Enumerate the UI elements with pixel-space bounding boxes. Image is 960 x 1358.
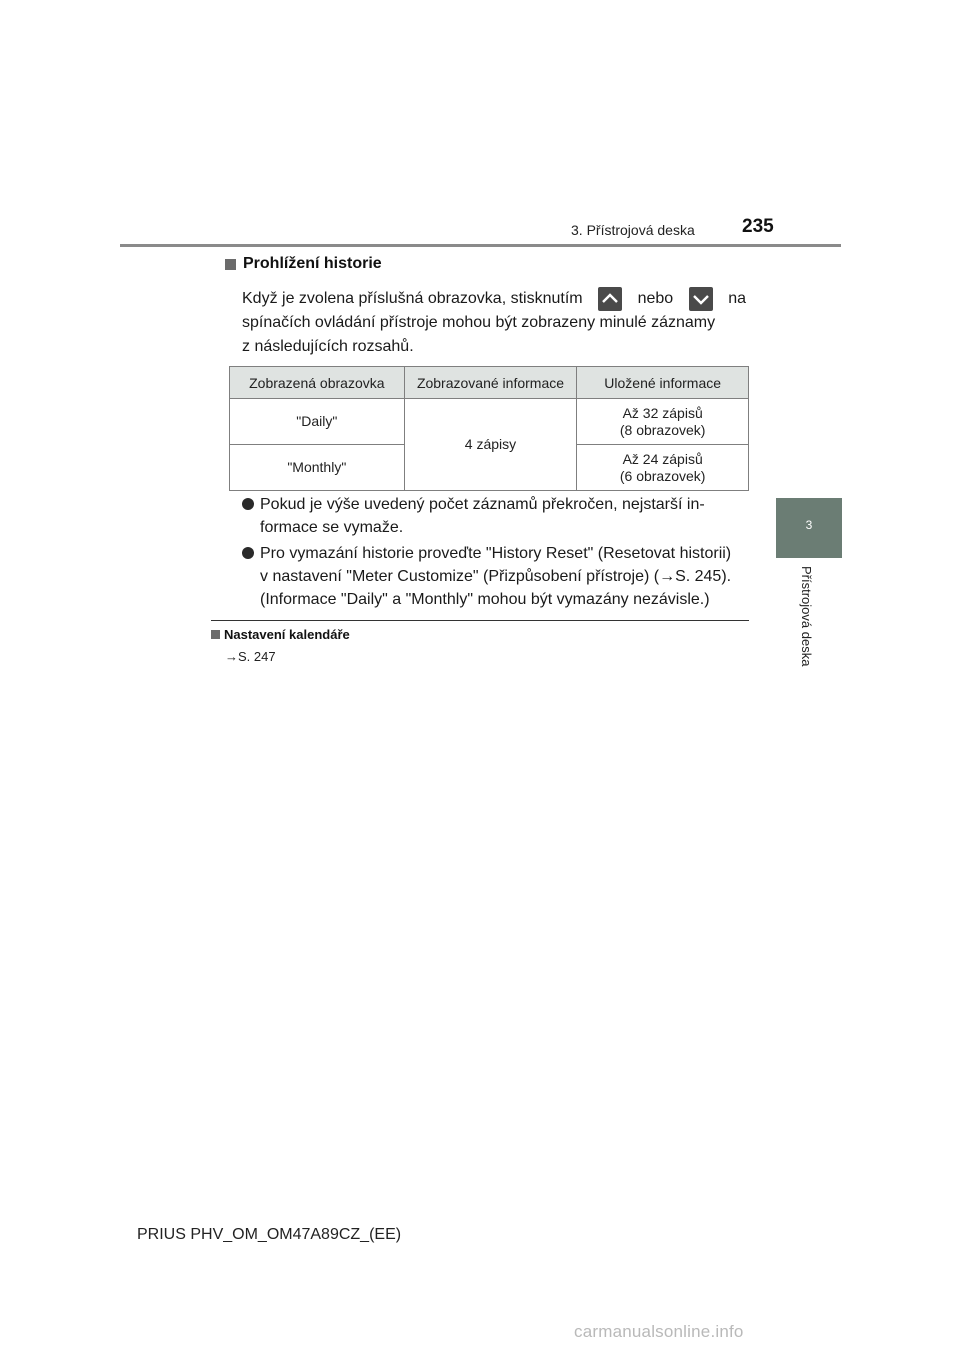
intro-paragraph	[242, 287, 746, 359]
column-header: Zobrazované informace	[404, 367, 577, 399]
history-table	[229, 366, 749, 491]
section-divider	[211, 620, 749, 621]
bullet-line: Pro vymazání historie proveďte "History Reset" (Resetovat historii)	[260, 545, 732, 562]
heading-square-icon	[211, 630, 220, 639]
heading-square-icon	[225, 259, 236, 270]
column-header: Zobrazená obrazovka	[230, 367, 405, 399]
calendar-heading	[211, 627, 350, 642]
bullet-line: Pokud je výše uvedený počet záznamů překročen, nejstarší in-	[260, 496, 705, 513]
calendar-heading-text: Nastavení kalendáře	[224, 627, 350, 642]
paragraph-line	[242, 311, 746, 335]
page-reference: →S. 247	[225, 649, 276, 664]
table-cell	[577, 399, 749, 445]
paragraph-text: spínačích ovládání přístroje mohou být zobrazeny minulé záznamy	[242, 314, 716, 331]
section-heading-text: Prohlížení historie	[243, 255, 382, 272]
table-row	[230, 399, 749, 445]
bullet-icon	[242, 547, 254, 559]
table-cell: "Daily"	[230, 399, 405, 445]
paragraph-text: nebo	[637, 290, 674, 307]
section-heading	[225, 255, 382, 273]
paragraph-text: z následujících rozsahů.	[242, 338, 414, 355]
paragraph-line	[242, 287, 746, 311]
table-cell	[577, 445, 749, 491]
paragraph-text: na	[728, 290, 746, 307]
watermark: carmanualsonline.info	[574, 1322, 744, 1341]
bullet-icon	[242, 498, 254, 510]
paragraph-text: Když je zvolena příslušná obrazovka, stisknutím	[242, 290, 583, 307]
chevron-up-icon	[598, 287, 622, 311]
chapter-tab-number: 3	[805, 518, 813, 532]
chevron-down-icon	[689, 287, 713, 311]
list-item	[242, 542, 748, 611]
cell-line: (6 obrazovek)	[619, 467, 706, 484]
section-title: 3. Přístrojová deska	[571, 222, 695, 238]
page-number: 235	[742, 216, 774, 237]
cell-line: Až 32 zápisů	[622, 404, 703, 421]
table-cell: 4 zápisy	[404, 399, 577, 491]
cell-line: Až 24 zápisů	[622, 450, 703, 467]
list-item	[242, 493, 748, 539]
table-cell: "Monthly"	[230, 445, 405, 491]
column-header: Uložené informace	[577, 367, 749, 399]
chapter-side-label: Přístrojová deska	[799, 566, 814, 667]
note-list	[242, 493, 748, 614]
bullet-line: v nastavení "Meter Customize" (Přizpůsobení přístroje) (→S. 245).	[260, 568, 732, 585]
table-header-row	[230, 367, 749, 399]
document-code: PRIUS PHV_OM_OM47A89CZ_(EE)	[137, 1226, 402, 1243]
paragraph-line	[242, 335, 746, 359]
header-divider	[120, 244, 841, 247]
cell-line: (8 obrazovek)	[619, 421, 706, 438]
bullet-line: formace se vymaže.	[260, 519, 404, 536]
bullet-line: (Informace "Daily" a "Monthly" mohou být vymazány nezávisle.)	[260, 591, 710, 608]
